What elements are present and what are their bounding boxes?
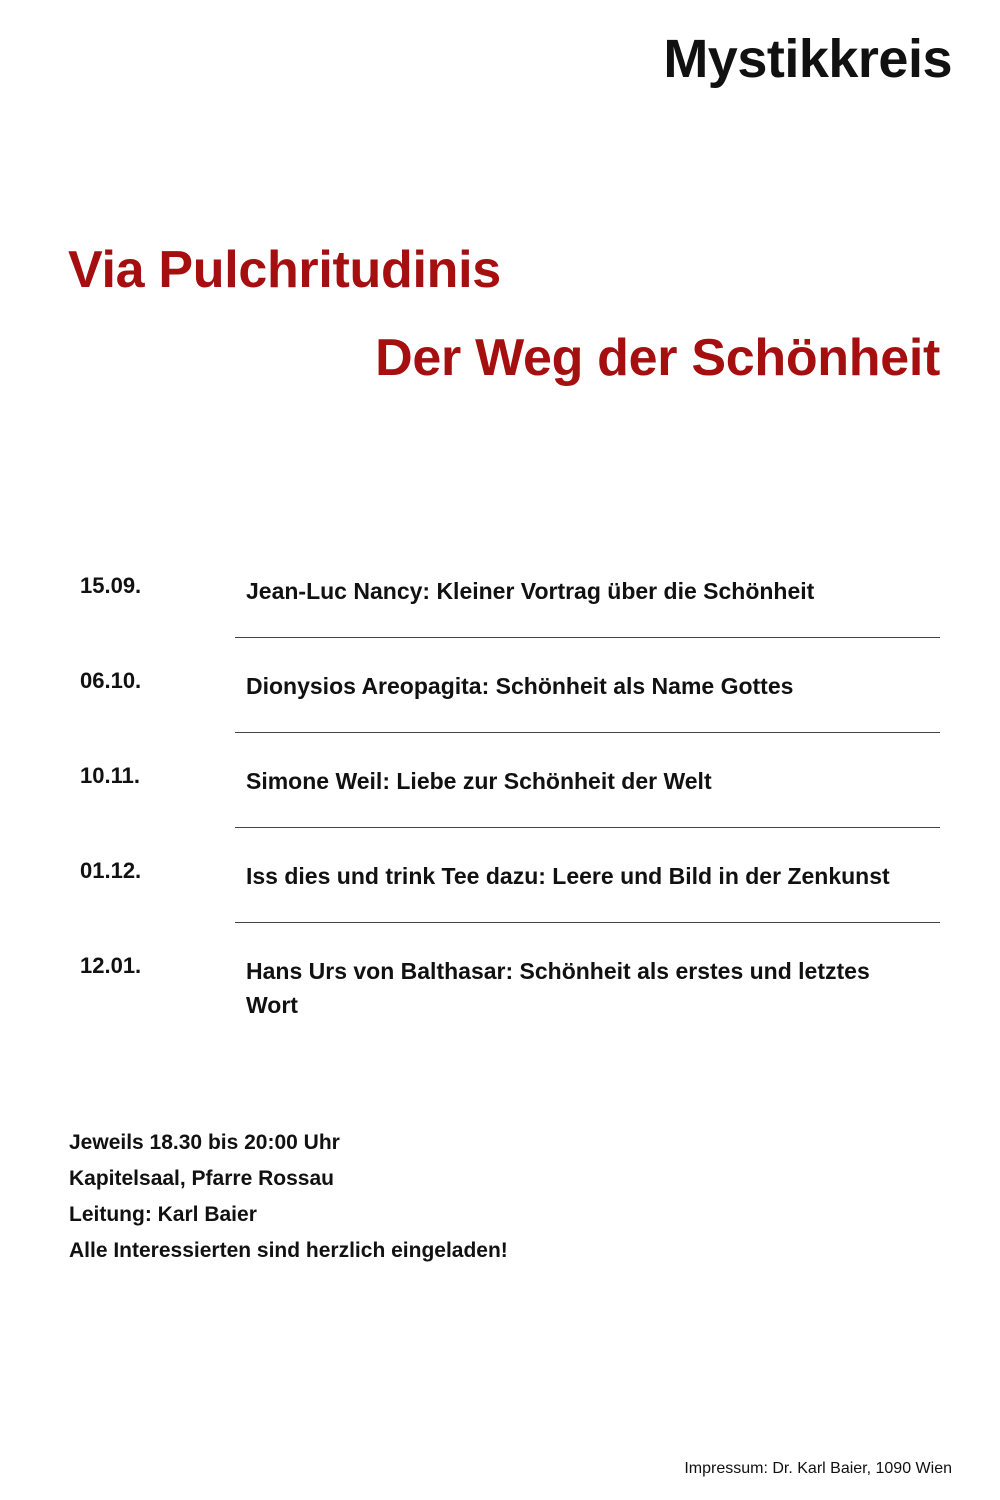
schedule-row [0, 650, 1000, 745]
event-lead: Leitung: Karl Baier [69, 1203, 257, 1226]
page-header-title: Mystikkreis [663, 29, 952, 89]
event-info [69, 1125, 508, 1269]
title-line-2: Der Weg der Schönheit [375, 329, 940, 387]
impressum: Impressum: Dr. Karl Baier, 1090 Wien [684, 1460, 952, 1477]
session-topic: Hans Urs von Balthasar: Schönheit als erstes und letztes Wort [246, 958, 870, 1018]
session-topic: Dionysios Areopagita: Schönheit als Name Gottes [246, 673, 794, 699]
session-topic: Simone Weil: Liebe zur Schönheit der Welt [246, 768, 712, 794]
schedule-row [0, 935, 1000, 1030]
session-date: 01.12. [80, 858, 142, 883]
session-topic: Jean-Luc Nancy: Kleiner Vortrag über die Schönheit [246, 578, 815, 604]
session-date: 15.09. [80, 573, 142, 598]
event-invitation: Alle Interessierten sind herzlich eingeladen! [69, 1239, 508, 1262]
title-line-1: Via Pulchritudinis [68, 241, 501, 299]
session-date: 12.01. [80, 953, 142, 978]
divider [235, 732, 940, 733]
event-time: Jeweils 18.30 bis 20:00 Uhr [69, 1131, 340, 1154]
schedule-row [0, 555, 1000, 650]
schedule-row [0, 840, 1000, 935]
schedule-row [0, 745, 1000, 840]
session-topic: Iss dies und trink Tee dazu: Leere und Bild in der Zenkunst [246, 863, 890, 889]
session-date: 06.10. [80, 668, 142, 693]
divider [235, 922, 940, 923]
schedule-list [0, 555, 1000, 1030]
divider [235, 637, 940, 638]
divider [235, 827, 940, 828]
session-date: 10.11. [80, 763, 140, 788]
event-location: Kapitelsaal, Pfarre Rossau [69, 1167, 334, 1190]
